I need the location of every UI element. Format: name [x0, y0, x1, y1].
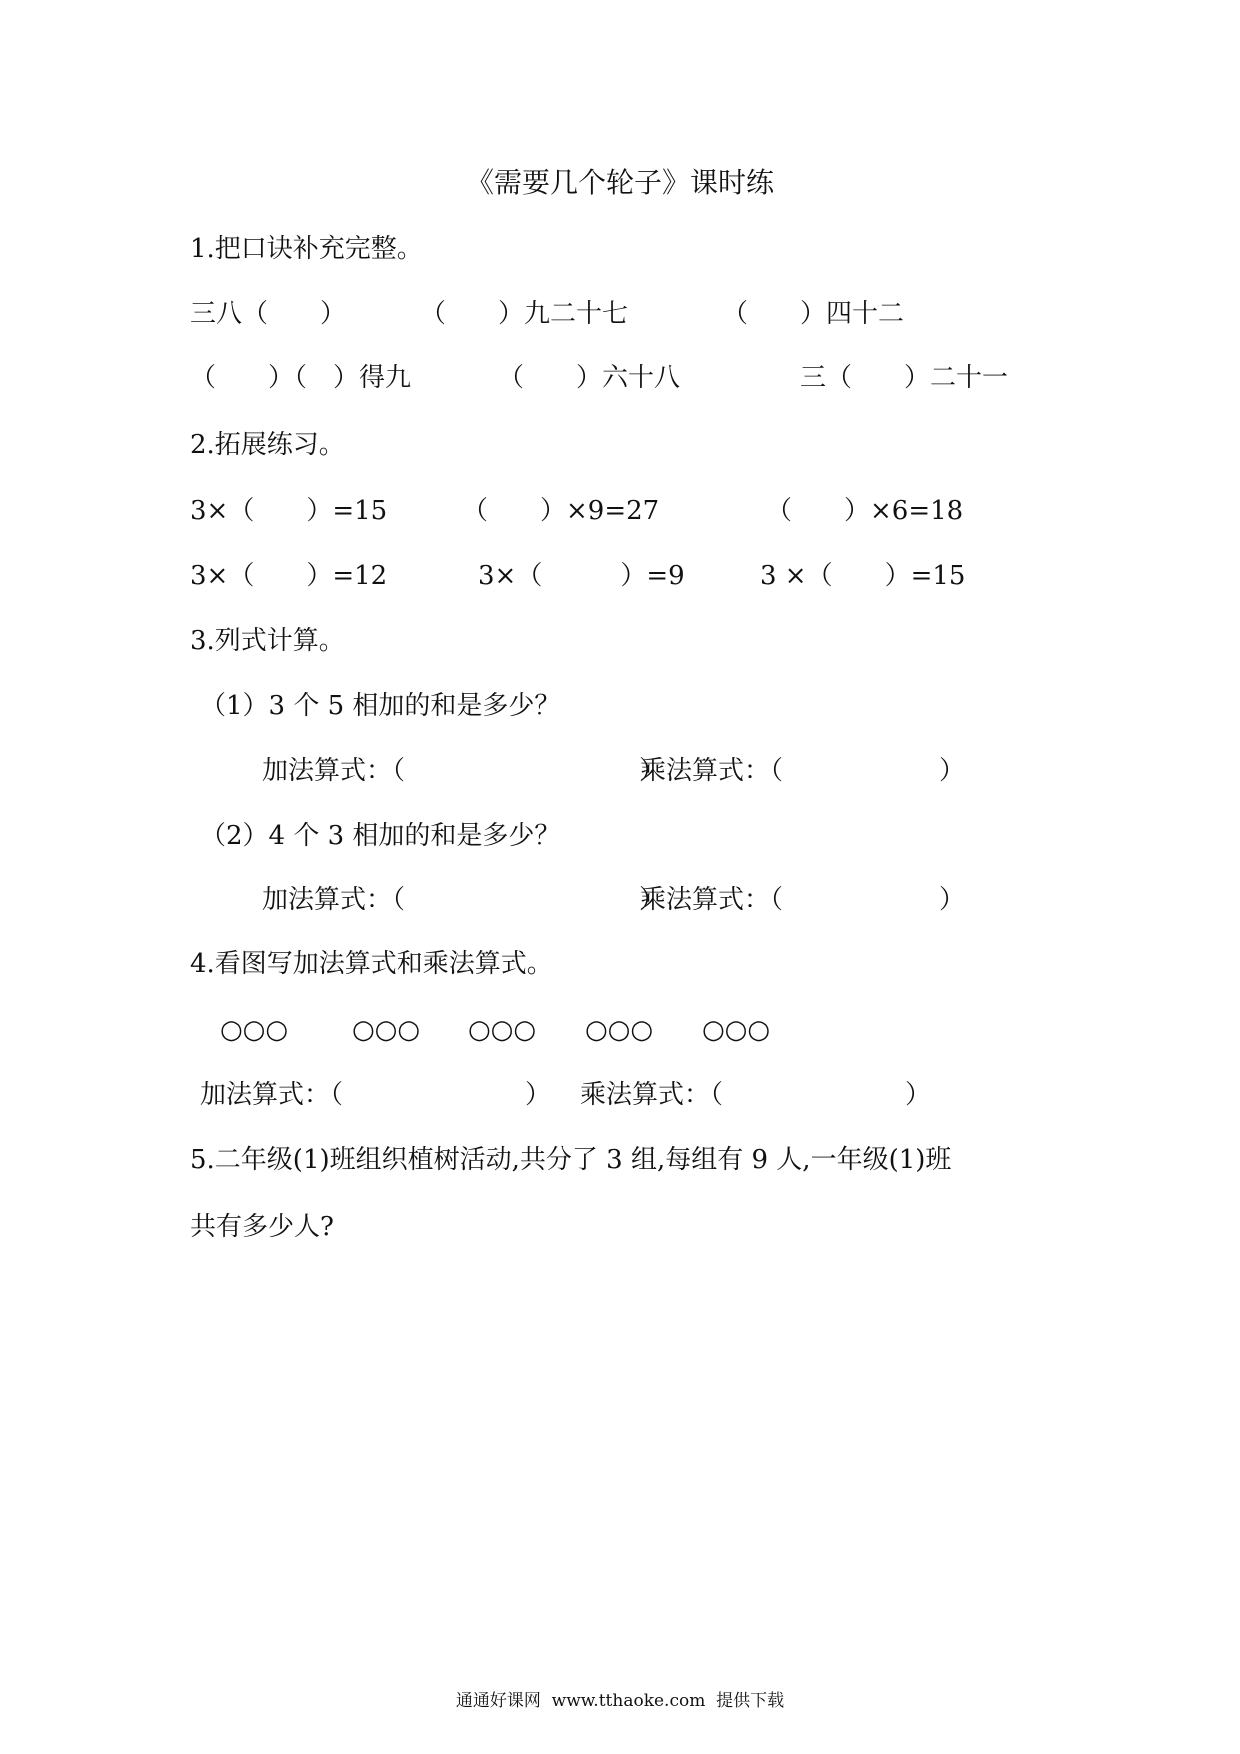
q2-item: 3×（ ）=9	[478, 561, 685, 591]
q1-item: （ ）九二十七	[420, 299, 629, 329]
q3-part2-prompt: （2）4 个 3 相加的和是多少？	[200, 821, 561, 851]
q2-item: 3×（ ）=12	[190, 561, 388, 591]
q1-item: 三八（ ）	[190, 299, 347, 329]
q1-item: （ ）（ ）得九	[190, 363, 412, 393]
q3-part1-addition: 加法算式：（ ）	[262, 756, 666, 786]
q2-item: （ ）×6=18	[766, 496, 964, 526]
q3-part1-multiplication: 乘法算式：（ ）	[640, 756, 966, 786]
page-title: 《需要几个轮子》课时练	[465, 166, 774, 199]
q3-part2-addition: 加法算式：（ ）	[262, 885, 666, 915]
q1-item: （ ）六十八	[498, 363, 681, 393]
q2-item: 3 ×（ ）=15	[760, 561, 966, 591]
q3-heading: 3.列式计算。	[190, 626, 345, 656]
circle-group: ○○○	[585, 1015, 654, 1045]
circle-group: ○○○	[220, 1015, 289, 1045]
q4-addition: 加法算式：（ ）	[200, 1080, 552, 1110]
q1-heading: 1.把口诀补充完整。	[190, 234, 423, 264]
q5-line2: 共有多少人?	[190, 1212, 334, 1242]
q4-multiplication: 乘法算式：（ ）	[580, 1080, 932, 1110]
footer-source: 通通好课网 www.tthaoke.com 提供下载	[455, 1691, 785, 1711]
q2-item: （ ）×9=27	[462, 496, 660, 526]
q3-part2-multiplication: 乘法算式：（ ）	[640, 885, 966, 915]
circle-group: ○○○	[468, 1015, 537, 1045]
circle-group: ○○○	[352, 1015, 421, 1045]
q1-item: （ ）四十二	[722, 299, 905, 329]
q1-item: 三（ ）二十一	[800, 363, 1009, 393]
q2-heading: 2.拓展练习。	[190, 430, 345, 460]
q2-item: 3×（ ）=15	[190, 496, 388, 526]
q5-line1: 5.二年级(1)班组织植树活动,共分了 3 组,每组有 9 人,一年级(1)班	[190, 1145, 952, 1175]
circle-group: ○○○	[702, 1015, 771, 1045]
q4-heading: 4.看图写加法算式和乘法算式。	[190, 949, 553, 979]
q3-part1-prompt: （1）3 个 5 相加的和是多少？	[200, 691, 561, 721]
